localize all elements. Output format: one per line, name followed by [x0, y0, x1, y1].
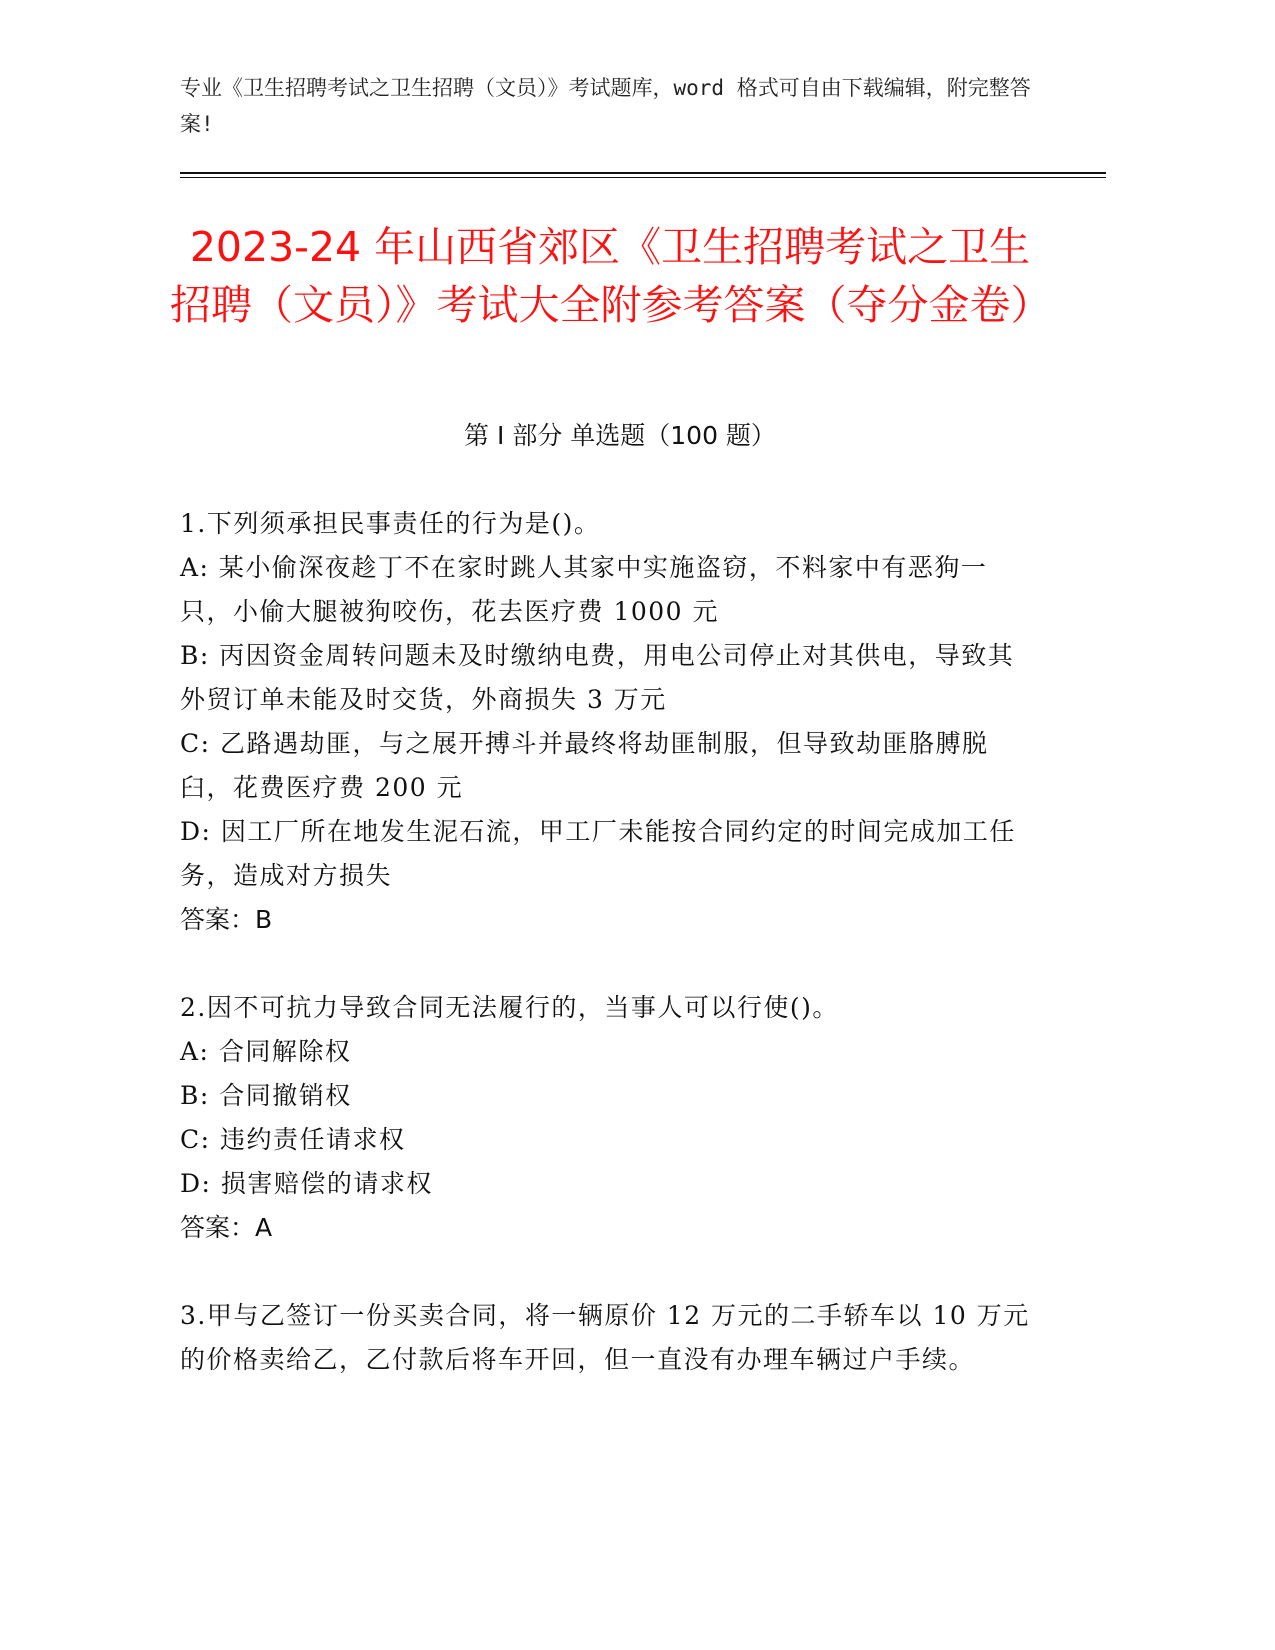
question-answer: 答案：B	[180, 905, 273, 934]
question-list	[180, 502, 1040, 1426]
question-stem: 2.因不可抗力导致合同无法履行的，当事人可以行使()。	[180, 993, 839, 1022]
question-option-d: D: 损害赔偿的请求权	[180, 1169, 433, 1198]
question-option-d: D: 因工厂所在地发生泥石流，甲工厂未能按合同约定的时间完成加工任务，造成对方损失	[180, 817, 1016, 890]
question-option-a: A: 某小偷深夜趁丁不在家时跳人其家中实施盗窃，不料家中有恶狗一只，小偷大腿被狗咬伤，花去医疗费 1000 元	[180, 553, 988, 626]
question-2	[180, 986, 1040, 1250]
section-title: 第 I 部分 单选题（100 题）	[464, 421, 776, 450]
question-option-b: B: 合同撤销权	[180, 1081, 352, 1110]
question-3	[180, 1294, 1040, 1382]
question-answer: 答案：A	[180, 1213, 273, 1242]
question-stem: 1.下列须承担民事责任的行为是()。	[180, 509, 601, 538]
question-stem: 3.甲与乙签订一份买卖合同，将一辆原价 12 万元的二手轿车以 10 万元的价格卖给乙，乙付款后将车开回，但一直没有办理车辆过户手续。	[180, 1301, 1030, 1374]
question-option-b: B: 丙因资金周转问题未及时缴纳电费，用电公司停止对其供电，导致其外贸订单未能及时交货，外商损失 3 万元	[180, 641, 1015, 714]
header-rule-thick	[180, 172, 1106, 174]
header-note: 专业《卫生招聘考试之卫生招聘（文员）》考试题库，word 格式可自由下载编辑，附完整答案!	[180, 76, 1031, 136]
header-rule-thin	[180, 177, 1106, 178]
question-option-a: A: 合同解除权	[180, 1037, 352, 1066]
question-option-c: C: 乙路遇劫匪，与之展开搏斗并最终将劫匪制服，但导致劫匪胳膊脱臼，花费医疗费 200 元	[180, 729, 989, 802]
question-1	[180, 502, 1040, 942]
question-option-c: C: 违约责任请求权	[180, 1125, 406, 1154]
document-title: 2023-24 年山西省郊区《卫生招聘考试之卫生招聘（文员）》考试大全附参考答案（夺分金卷）	[170, 223, 1052, 329]
